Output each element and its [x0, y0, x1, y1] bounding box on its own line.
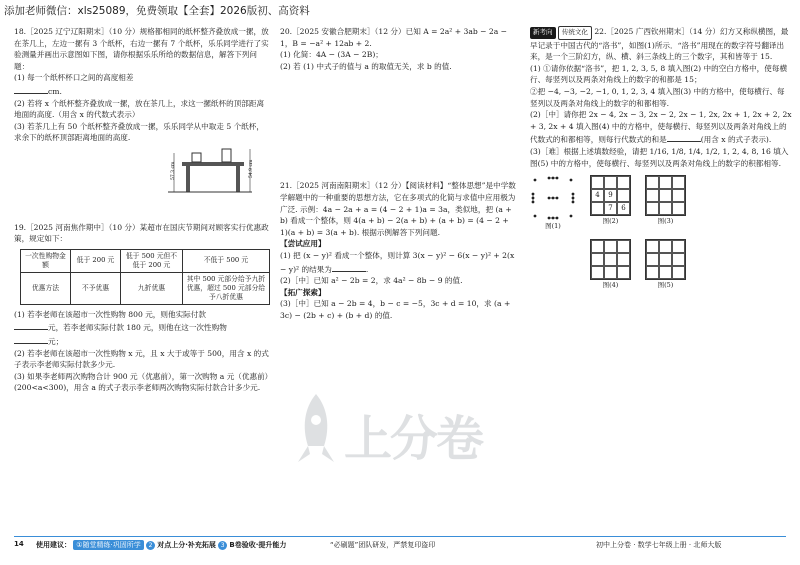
- page-number: 14: [14, 540, 24, 548]
- figure-4: [590, 239, 631, 292]
- magic-square-grid-3: [645, 175, 686, 216]
- grid-cell[interactable]: [604, 176, 617, 189]
- q18-part2: (2) 若将 x 个纸杯整齐叠放成一摞，放在茶几上，求这一摞纸杯的顶部距离地面的高度.（用含 x 的代数式表示）: [14, 98, 265, 120]
- tip-number-3: 3: [218, 541, 227, 550]
- page-footer: [0, 537, 800, 557]
- q19-part1-mid: 元，若李老师实际付款 180 元，则他在这一次性购物: [48, 323, 227, 333]
- tip-text-2: 对点上分·补充拓展: [157, 541, 216, 549]
- q22-part2-end: (用含 x 的式子表示).: [700, 135, 772, 145]
- grid-cell[interactable]: [591, 176, 604, 189]
- question-22: [530, 26, 792, 291]
- q22-part2-text: (2)［中］请你把 2x − 4, 2x − 3, 2x − 2, 2x − 1, 2x, 2x + 1, 2x + 2, 2x + 3, 2x + 4 填入图(4) 中的方格中，使每横行、每竖列以及两条对角线上的代数式的和都相等，则每行代数式的和是: [530, 110, 792, 145]
- q21-part1-text: (1) 把 (x − y)² 看成一个整体，则计算 3(x − y)² − 6(x − y)² + 2(x − y)² 的结果为: [280, 250, 515, 274]
- grid-cell[interactable]: [646, 202, 659, 215]
- figure-5: [645, 239, 686, 292]
- q22-blank: [667, 132, 701, 142]
- tips-label: 使用建议：: [36, 541, 71, 549]
- luoshu-diagram: [530, 175, 576, 221]
- q18-part1-unit: cm.: [48, 86, 62, 96]
- grid-cell[interactable]: [604, 253, 617, 266]
- watermark-text: 上分卷: [344, 411, 483, 467]
- table-header-cell: 不低于 500 元: [182, 249, 269, 272]
- q18-part1: [14, 72, 270, 97]
- shangfenjuan-watermark: [288, 392, 498, 474]
- q21-part1-end: .: [365, 264, 369, 274]
- q19-part3: (3) 如果李老师两次购物合计 900 元（优惠前），第一次购物 a 元（优惠前）(200<a<300)，用含 a 的式子表示李老师两次购物实际付款合计多少元.: [14, 371, 269, 393]
- magic-square-figures-row-2: [590, 239, 792, 292]
- grid-cell[interactable]: [617, 176, 630, 189]
- q21-part2: (2)［中］已知 a² − 2b = 2，求 4a² − 8b − 9 的值.: [280, 276, 463, 286]
- table-row: [21, 249, 270, 272]
- figure-3-caption: 图(3): [657, 217, 674, 226]
- grid-cell[interactable]: [659, 176, 672, 189]
- grid-cell[interactable]: [591, 253, 604, 266]
- table-header-cell: 低于 500 元但不低于 200 元: [121, 249, 183, 272]
- figure-2: [590, 175, 631, 233]
- q22-part1b: ②把 −4, −3, −2, −1, 0, 1, 2, 3, 4 填入图(3) 中的方格中，使每横行、每竖列以及两条对角线上的数字的和都相等.: [530, 86, 785, 108]
- figure-1: [530, 175, 576, 233]
- question-19: [14, 222, 270, 394]
- question-20: [280, 26, 518, 72]
- grid-cell[interactable]: [659, 253, 672, 266]
- grid-cell[interactable]: [646, 266, 659, 279]
- q21-title: 21.［2025 河南南阳期末］（12 分）【阅读材料】“整体思想”是中学数学解题中的一种重要的思想方法，它在多项式的化简与求值中应用极为广泛. 示例：4a − 2a + a = (4 − 2 + 1)a = 3a，类似地，把 (a + b) 看成一个整体，则 4(a + b) − 2(a + b) + (a + b) = (4 − 2 + 1)(a + b) = 3(a + b). 根据示例解答下列问题.: [280, 181, 516, 237]
- grid-cell[interactable]: [617, 253, 630, 266]
- grid-cell[interactable]: [617, 266, 630, 279]
- figure-5-caption: 图(5): [657, 280, 674, 289]
- q18-part1-text: (1) 每一个纸杯杯口之间的高度相差: [14, 73, 134, 83]
- tip-text-3: B卷验收·提升能力: [229, 541, 287, 549]
- q18-part3: (3) 若茶几上有 50 个纸杯整齐叠放成一摞，乐乐同学从中取走 5 个纸杯，求余下的纸杯顶部距离地面的高度.: [14, 121, 264, 143]
- column-right: [530, 26, 792, 291]
- grid-cell[interactable]: [659, 266, 672, 279]
- q19-part2: (2) 若李老师在该超市一次性购物 x 元，且 x 大于或等于 500，用含 x 的式子表示李老师实际付款多少元.: [14, 348, 269, 370]
- q21-part1: [280, 250, 518, 275]
- grid-cell[interactable]: [672, 240, 685, 253]
- tip-chip-1: ①随堂精练·巩固所学: [73, 540, 144, 550]
- column-middle: [280, 26, 518, 322]
- figure-1-caption: 图(1): [545, 222, 561, 231]
- column-left: [14, 26, 270, 394]
- grid-cell[interactable]: [672, 253, 685, 266]
- q18-blank: [14, 84, 48, 94]
- grid-cell[interactable]: [617, 189, 630, 202]
- q18-title: 18.［2025 辽宁辽阳期末］（10 分）规格都相同的纸杯整齐叠放成一摞，放在茶几上，左边一摞有 3 个纸杯，右边一摞有 7 个纸杯，乐乐同学进行了实验测量并画出示意图如下图，请你根据乐乐所给的数据信息，解答下列问题：: [14, 27, 269, 71]
- grid-cell[interactable]: [672, 189, 685, 202]
- book-info: 初中上分卷 · 数学七年级上册 · 北师大版: [596, 541, 722, 549]
- grid-cell[interactable]: [591, 202, 604, 215]
- discount-table: [20, 249, 270, 305]
- table-header-cell: 一次性购物金额: [21, 249, 71, 272]
- grid-cell[interactable]: 4: [591, 189, 604, 202]
- q19-part1: [14, 309, 270, 348]
- grid-cell[interactable]: [646, 189, 659, 202]
- q20-part2: (2) 若 (1) 中式子的值与 a 的取值无关，求 b 的值.: [280, 61, 452, 71]
- q19-blank-1: [14, 320, 48, 330]
- q22-part1: (1) ①请你依据“洛书”，把 1, 2, 3, 5, 8 填入图(2) 中的空白方格中，使每横行、每竖列以及两条对角线上的数字的和都是 15；: [530, 63, 788, 85]
- grid-cell[interactable]: [672, 202, 685, 215]
- q19-title: 19.［2025 河南焦作期中］（10 分）某超市在国庆节期间对顾客实行优惠政策，规定如下：: [14, 222, 269, 244]
- table-header-cell: 低于 200 元: [70, 249, 120, 272]
- rocket-logo-icon: [288, 392, 344, 470]
- q19-part1-end: 元；: [48, 336, 64, 346]
- grid-cell[interactable]: [604, 266, 617, 279]
- q22-part3: (3)［难］根据上述填数经验，请把 1/16, 1/8, 1/4, 1/2, 1, 2, 4, 8, 16 填入图(5) 中的方格中，使每横行、每竖列以及两条对角线上的数字的积都相等.: [530, 146, 789, 168]
- magic-square-figures: [530, 175, 792, 233]
- grid-cell[interactable]: [646, 176, 659, 189]
- header-note: 添加老师微信：xls25089，免费领取【全套】2026版初、高资料: [4, 5, 310, 17]
- grid-cell[interactable]: [646, 240, 659, 253]
- grid-cell[interactable]: [672, 176, 685, 189]
- grid-cell[interactable]: 7: [604, 202, 617, 215]
- tip-number-2: 2: [146, 541, 155, 550]
- figure-2-caption: 图(2): [602, 217, 619, 226]
- q21-section-extend: 【拓广探索】: [280, 287, 326, 297]
- copyright-notice: “必刷题”团队研发，严禁复印盗印: [330, 541, 436, 549]
- q20-part1: (1) 化简：4A − (3A − 2B)；: [280, 50, 383, 60]
- magic-square-grid-4: [590, 239, 631, 280]
- q22-title-line: [530, 26, 792, 63]
- q19-blank-2: [14, 334, 48, 344]
- grid-cell[interactable]: [591, 240, 604, 253]
- grid-cell[interactable]: [672, 266, 685, 279]
- culture-tag: 传统文化: [558, 26, 592, 40]
- grid-cell[interactable]: 6: [617, 202, 630, 215]
- q21-section-try: 【尝试应用】: [280, 239, 326, 249]
- figure-3: [645, 175, 686, 233]
- q19-part1-text: (1) 若李老师在该超市一次性购物 800 元，则他实际付款: [14, 309, 206, 319]
- table-cell: 不予优惠: [70, 272, 120, 304]
- table-row: [21, 272, 270, 304]
- magic-square-grid-2: [590, 175, 631, 216]
- question-21: [280, 180, 518, 321]
- q22-title: 22.［2025 广西钦州期末］（14 分）幻方又称纵横图，最早记录于中国古代的“洛书”，如图(1)所示．“洛书”用现在的数字符号翻译出来，是一个三阶幻方，纵、横、斜三条线上的三个数字，其和皆等于 15.: [530, 27, 789, 62]
- grid-cell[interactable]: [604, 240, 617, 253]
- usage-tips: [36, 540, 286, 550]
- q20-title: 20.［2025 安徽合肥期末］（12 分）已知 A = 2a² + 3ab − 2a − 1，B = −a² + 12ab + 2.: [280, 27, 508, 48]
- question-18: [14, 26, 270, 198]
- q21-part3: (3)［中］已知 a − 2b = 4，b − c = −5，3c + d = 10，求 (a + 3c) − (2b + c) + (b + d) 的值.: [280, 299, 511, 320]
- dim-right-label: 54.9 cm: [249, 159, 254, 178]
- grid-cell[interactable]: [646, 253, 659, 266]
- magic-square-grid-5: [645, 239, 686, 280]
- grid-cell[interactable]: [659, 202, 672, 215]
- q21-blank: [332, 262, 369, 274]
- new-direction-badge: 新考向: [530, 27, 556, 39]
- table-cell: 优惠方法: [21, 272, 71, 304]
- table-cell: 九折优惠: [121, 272, 183, 304]
- cups-on-table-figure: [164, 148, 254, 194]
- grid-cell[interactable]: [659, 189, 672, 202]
- dim-left-label: 57.3 cm: [171, 161, 176, 180]
- grid-cell[interactable]: 9: [604, 189, 617, 202]
- q22-part2: [530, 109, 792, 146]
- grid-cell[interactable]: [591, 266, 604, 279]
- figure-4-caption: 图(4): [602, 280, 619, 289]
- grid-cell[interactable]: [659, 240, 672, 253]
- table-cell: 其中 500 元部分给予九折优惠，超过 500 元部分给予八折优惠: [182, 272, 269, 304]
- grid-cell[interactable]: [617, 240, 630, 253]
